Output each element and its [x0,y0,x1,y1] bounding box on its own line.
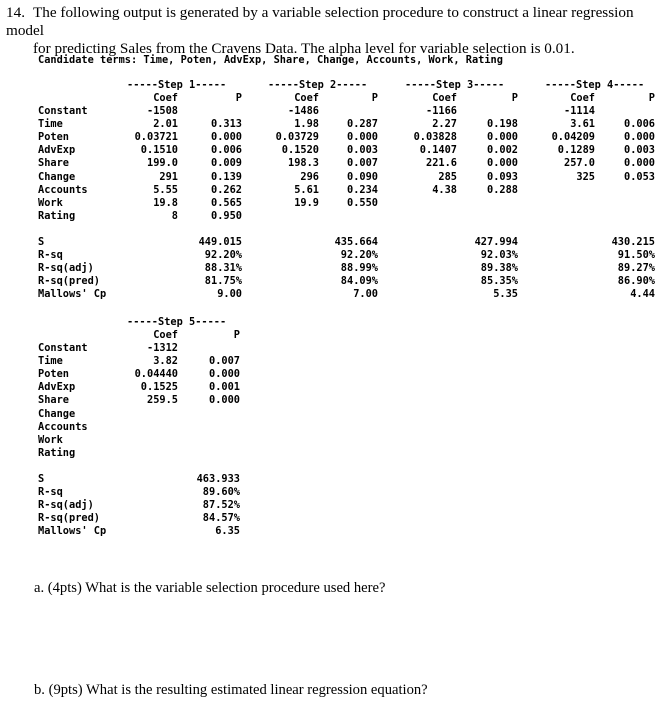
step-3-coef-advexp: 0.1407 [419,144,457,157]
row-label-rating: Rating [38,209,76,222]
step-3-summary-s: 427.994 [474,236,518,248]
step-4-coef-poten: 0.04209 [551,131,595,144]
step-5-coef-time: 3.82 [153,355,178,368]
step-5-summary-r-sq: 89.60% [202,486,240,499]
summary-label-s: S [38,236,45,248]
step-4-summary-r-sq: 91.50% [617,249,655,262]
summary-label-mallows-cp: Mallows' Cp [38,288,107,301]
row-label-share: Share [38,157,69,170]
step-2-p-accounts: 0.234 [347,183,378,196]
step-2-summary-r-sq: 92.20% [340,249,378,262]
step-4-p-share: 0.000 [624,157,655,170]
step-5-p-header: P [233,329,240,341]
step-3-summary-r-sq-pred: 85.35% [480,275,518,288]
step-4-coef-time: 3.61 [570,118,595,131]
step-1-p-accounts: 0.262 [211,183,242,196]
step-1-coef-change: 291 [159,170,178,183]
step-4-p-advexp: 0.003 [624,144,655,157]
step-1-coef-share: 199.0 [147,157,178,170]
sub-question-b: b. (9pts) What is the resulting estimated linear regression equation? [34,682,428,698]
row-label-advexp: AdvExp [38,144,76,157]
step-1-summary-mallows-cp: 9.00 [217,288,242,301]
step-3-summary-r-sq-adj: 89.38% [480,262,518,275]
step-1-summary-r-sq-adj: 88.31% [204,262,242,275]
step-4-p-time: 0.006 [624,118,655,131]
step-3-p-header: P [511,92,518,104]
step-2-coef-accounts: 5.61 [294,183,319,196]
step-4-summary-r-sq-adj: 89.27% [617,262,655,275]
step-4-coef-advexp: 0.1289 [557,144,595,157]
step-1-summary-r-sq-pred: 81.75% [204,275,242,288]
step-5-p-poten: 0.000 [209,368,240,381]
step-2-summary-r-sq-pred: 84.09% [340,275,378,288]
step-3-p-share: 0.000 [487,157,518,170]
step-3-summary-r-sq: 92.03% [480,249,518,262]
step-3-p-advexp: 0.002 [487,144,518,157]
step-5-coef-advexp: 0.1525 [140,381,178,394]
step-1-p-share: 0.009 [211,157,242,170]
step-4-p-header: P [648,92,655,104]
step-2-coef-poten: 0.03729 [275,131,319,144]
step-4-summary-s: 430.215 [611,236,655,248]
step-1-coef-poten: 0.03721 [134,131,178,144]
step-1-header: -----Step 1----- [127,79,227,91]
step-1-p-rating: 0.950 [211,209,242,222]
step-5-coef-share: 259.5 [147,394,178,407]
step-5-summary-s: 463.933 [196,473,240,485]
bottom-row-label-share: Share [38,394,69,407]
step-1-coef-rating: 8 [171,209,178,222]
step-3-coef-poten: 0.03828 [413,131,457,144]
step-4-summary-mallows-cp: 4.44 [630,288,655,301]
step-5-coef-constant: -1312 [147,342,178,354]
step-3-coef-accounts: 4.38 [432,183,457,196]
step-4-coef-header: Coef [570,92,595,104]
step-3-coef-share: 221.6 [426,157,457,170]
step-3-coef-constant: -1166 [426,105,457,117]
question-text-line1: The following output is generated by a variable selection procedure to construct a linear regression model [6,4,634,39]
step-3-p-time: 0.198 [487,118,518,131]
step-4-p-change: 0.053 [624,170,655,183]
step-1-coef-advexp: 0.1510 [140,144,178,157]
step-2-summary-r-sq-adj: 88.99% [340,262,378,275]
step-1-p-change: 0.139 [211,170,242,183]
bottom-row-label-poten: Poten [38,368,69,381]
bottom-row-label-rating: Rating [38,446,76,459]
bottom-row-label-work: Work [38,433,63,446]
step-2-p-share: 0.007 [347,157,378,170]
step-2-header: -----Step 2----- [268,79,368,91]
step-5-coef-poten: 0.04440 [134,368,178,381]
bottom-summary-label-r-sq-pred: R-sq(pred) [38,512,100,525]
step-3-p-change: 0.093 [487,170,518,183]
row-label-work: Work [38,196,63,209]
summary-label-r-sq-adj: R-sq(adj) [38,262,94,275]
step-1-p-advexp: 0.006 [211,144,242,157]
bottom-row-label-change: Change [38,407,76,420]
row-label-poten: Poten [38,131,69,144]
step-3-summary-mallows-cp: 5.35 [493,288,518,301]
question-header [6,4,656,58]
step-1-coef-accounts: 5.55 [153,183,178,196]
step-1-coef-work: 19.8 [153,196,178,209]
row-label-constant: Constant [38,105,88,117]
step-2-p-time: 0.287 [347,118,378,131]
step-4-p-poten: 0.000 [624,131,655,144]
step-3-coef-change: 285 [438,170,457,183]
step-2-coef-header: Coef [294,92,319,104]
step-4-coef-change: 325 [576,170,595,183]
step-4-summary-r-sq-pred: 86.90% [617,275,655,288]
step-2-coef-constant: -1486 [288,105,319,117]
candidate-terms: Candidate terms: Time, Poten, AdvExp, Share, Change, Accounts, Work, Rating [38,54,503,66]
step-3-p-accounts: 0.288 [487,183,518,196]
step-5-p-advexp: 0.001 [209,381,240,394]
step-1-p-header: P [235,92,242,104]
question-text-line2: for predicting Sales from the Cravens Data. The alpha level for variable selection is 0.01. [33,40,575,57]
step-5-p-share: 0.000 [209,394,240,407]
step-2-coef-advexp: 0.1520 [281,144,319,157]
step-3-coef-time: 2.27 [432,118,457,131]
step-4-header: -----Step 4----- [545,79,645,91]
step-5-header: -----Step 5----- [127,316,227,328]
bottom-row-label-advexp: AdvExp [38,381,76,394]
step-5-p-time: 0.007 [209,355,240,368]
bottom-row-label-accounts: Accounts [38,420,88,433]
step-1-p-poten: 0.000 [211,131,242,144]
summary-label-r-sq: R-sq [38,249,63,262]
step-5-summary-r-sq-adj: 87.52% [202,499,240,512]
step-4-coef-constant: -1114 [564,105,595,117]
step-2-coef-time: 1.98 [294,118,319,131]
step-2-p-work: 0.550 [347,196,378,209]
step-3-coef-header: Coef [432,92,457,104]
step-3-p-poten: 0.000 [487,131,518,144]
step-3-header: -----Step 3----- [405,79,505,91]
step-1-p-work: 0.565 [211,196,242,209]
row-label-change: Change [38,170,76,183]
bottom-row-label-constant: Constant [38,342,88,354]
step-1-p-time: 0.313 [211,118,242,131]
bottom-summary-label-s: S [38,473,45,485]
step-2-summary-s: 435.664 [334,236,378,248]
bottom-summary-label-r-sq-adj: R-sq(adj) [38,499,94,512]
step-2-p-change: 0.090 [347,170,378,183]
step-1-summary-r-sq: 92.20% [204,249,242,262]
step-1-summary-s: 449.015 [198,236,242,248]
bottom-summary-label-r-sq: R-sq [38,486,63,499]
step-2-summary-mallows-cp: 7.00 [353,288,378,301]
step-2-coef-work: 19.9 [294,196,319,209]
step-5-coef-header: Coef [153,329,178,341]
step-1-coef-constant: -1508 [147,105,178,117]
step-1-coef-time: 2.01 [153,118,178,131]
step-5-summary-r-sq-pred: 84.57% [202,512,240,525]
step-2-p-header: P [371,92,378,104]
bottom-row-label-time: Time [38,355,63,368]
row-label-time: Time [38,118,63,131]
row-label-accounts: Accounts [38,183,88,196]
step-5-summary-mallows-cp: 6.35 [215,525,240,538]
step-2-p-poten: 0.000 [347,131,378,144]
sub-question-a: a. (4pts) What is the variable selection procedure used here? [34,580,386,596]
bottom-summary-label-mallows-cp: Mallows' Cp [38,525,107,538]
step-1-coef-header: Coef [153,92,178,104]
step-2-p-advexp: 0.003 [347,144,378,157]
step-4-coef-share: 257.0 [564,157,595,170]
question-number: 14. [6,4,25,21]
step-2-coef-change: 296 [300,170,319,183]
summary-label-r-sq-pred: R-sq(pred) [38,275,100,288]
step-2-coef-share: 198.3 [288,157,319,170]
